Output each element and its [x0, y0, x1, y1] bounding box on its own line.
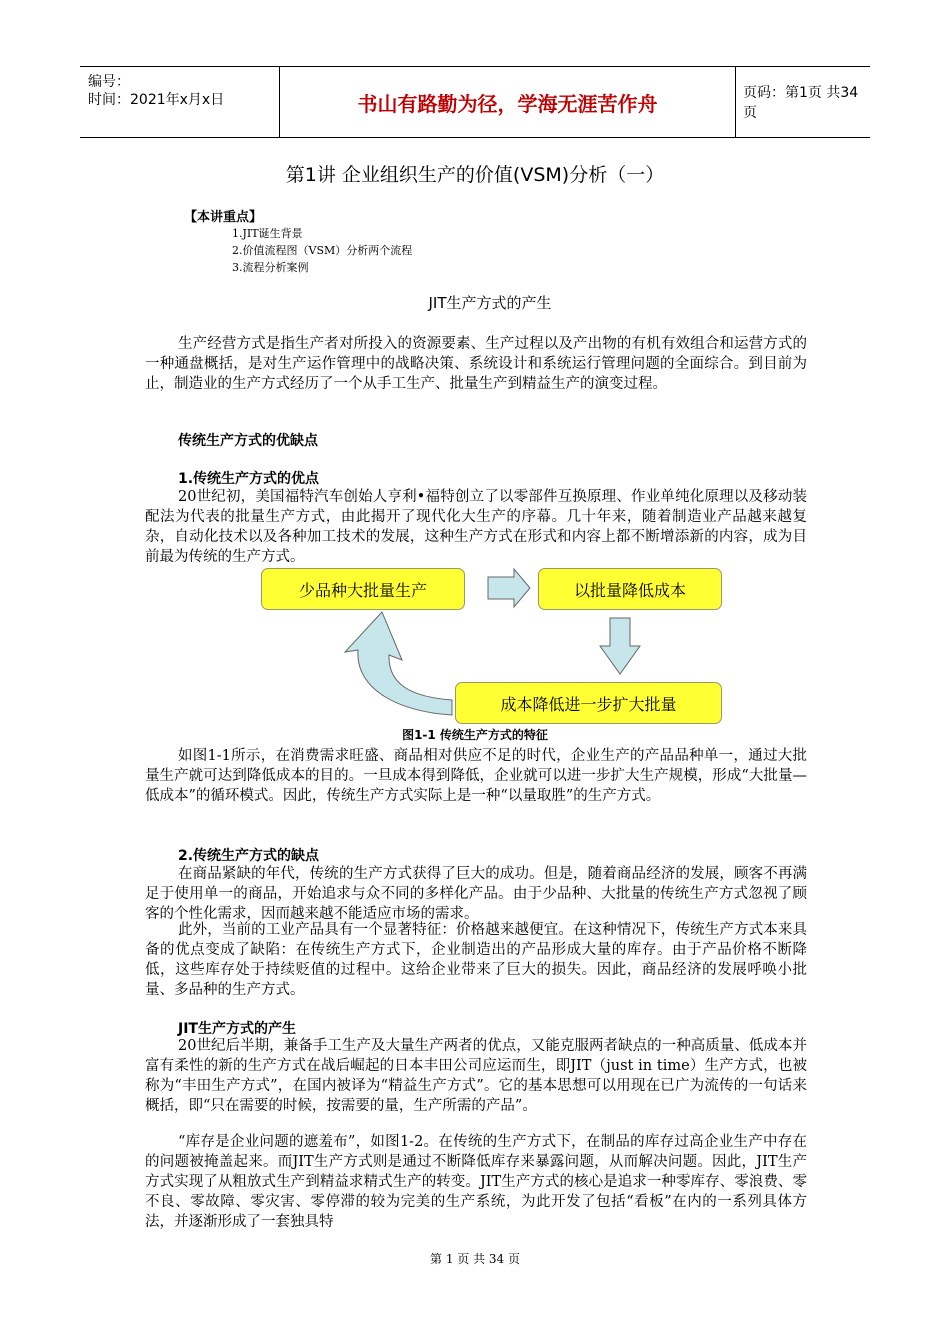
key-points-heading: 【本讲重点】: [184, 210, 263, 225]
heading-disadvantages: 2.传统生产方式的缺点: [178, 848, 320, 864]
right-arrow-icon: [488, 569, 530, 607]
figure-box-small-variety: 少品种大批量生产: [261, 568, 465, 610]
number-label: 编号：: [88, 74, 130, 90]
intro-paragraph: 生产经营方式是指生产者对所投入的资源要素、生产过程以及产出物的有机有效组合和运营方式的一种通盘概括，是对生产运作管理中的战略决策、系统设计和系统运行管理问题的全面综合。到目前为止，制造业的生产方式经历了一个从手工生产、批量生产到精益生产的演变过程。: [145, 336, 807, 392]
figure-caption: 图1-1 传统生产方式的特征: [402, 728, 548, 742]
figure-description-paragraph: 如图1-1所示，在消费需求旺盛、商品相对供应不足的时代，企业生产的产品品种单一，通过大批量生产就可达到降低成本的目的。一旦成本得到降低，企业就可以进一步扩大生产规模，形成“大批量—低成本”的循环模式。因此，传统生产方式实际上是一种“以量取胜”的生产方式。: [145, 748, 807, 804]
curved-return-arrow-icon: [345, 612, 452, 715]
section-title: JIT生产方式的产生: [428, 294, 552, 312]
key-point-item: 2.价值流程图（VSM）分析两个流程: [232, 244, 413, 257]
disadvantages-paragraph-1: 在商品紧缺的年代，传统的生产方式获得了巨大的成功。但是，随着商品经济的发展，顾客不再满足于使用单一的商品，开始追求与众不同的多样化产品。由于少品种、大批量的传统生产方式忽视了顾客的个性化需求，因而越来越不能适应市场的需求。: [145, 866, 807, 922]
down-arrow-icon: [600, 618, 640, 674]
time-label: 时间：2021年x月x日: [88, 92, 225, 108]
figure-box-expand-batch: 成本降低进一步扩大批量: [455, 682, 722, 724]
disadvantages-paragraph-2: 此外，当前的工业产品具有一个显著特征：价格越来越便宜。在这种情况下，传统生产方式本来具备的优点变成了缺陷：在传统生产方式下，企业制造出的产品形成大量的库存。由于产品价格不断降低，这些库存处于持续贬值的过程中。这给企业带来了巨大的损失。因此，商品经济的发展呼唤小批量、多品种的生产方式。: [145, 922, 807, 998]
heading-jit: JIT生产方式的产生: [178, 1021, 296, 1037]
jit-paragraph-1: 20世纪后半期，兼备手工生产及大量生产两者的优点，又能克服两者缺点的一种高质量、低成本并富有柔性的新的生产方式在战后崛起的日本丰田公司应运而生，即JIT（just in time）生产方式，也被称为“丰田生产方式”，在国内被译为“精益生产方式”。它的基本思想可以用现在已广为流传的一句话来概括，即“只在需要的时候，按需要的量，生产所需的产品”。: [145, 1038, 807, 1114]
heading-traditional: 传统生产方式的优缺点: [178, 433, 318, 449]
jit-paragraph-2: “库存是企业问题的遮羞布”，如图1-2。在传统的生产方式下，在制品的库存过高企业生产中存在的问题被掩盖起来。而JIT生产方式则是通过不断降低库存来暴露问题，从而解决问题。因此，JIT生产方式实现了从粗放式生产到精益求精式生产的转变。JIT生产方式的核心是追求一种零库存、零浪费、零不良、零故障、零灾害、零停滞的较为完美的生产系统，为此开发了包括“看板”在内的一系列具体方法，并逐渐形成了一套独具特: [145, 1134, 807, 1230]
lecture-title: 第1讲 企业组织生产的价值(VSM)分析（一）: [285, 164, 665, 186]
page-footer: 第 1 页 共 34 页: [430, 1252, 520, 1266]
header-page-info: 页码：第1页 共34页: [743, 85, 859, 121]
heading-advantages: 1.传统生产方式的优点: [178, 471, 320, 487]
key-point-item: 3.流程分析案例: [232, 261, 309, 274]
advantages-paragraph: 20世纪初，美国福特汽车创始人亨利•福特创立了以零部件互换原理、作业单纯化原理以及移动装配法为代表的批量生产方式，由此揭开了现代化大生产的序幕。几十年来，随着制造业产品越来越复杂，自动化技术以及各种加工技术的发展，这种生产方式在形式和内容上都不断增添新的内容，成为目前最为传统的生产方式。: [145, 489, 807, 565]
header-motto: 书山有路勤为径，学海无涯苦作舟: [280, 67, 736, 137]
figure-box-reduce-cost: 以批量降低成本: [538, 568, 722, 610]
key-point-item: 1.JIT诞生背景: [232, 227, 303, 240]
